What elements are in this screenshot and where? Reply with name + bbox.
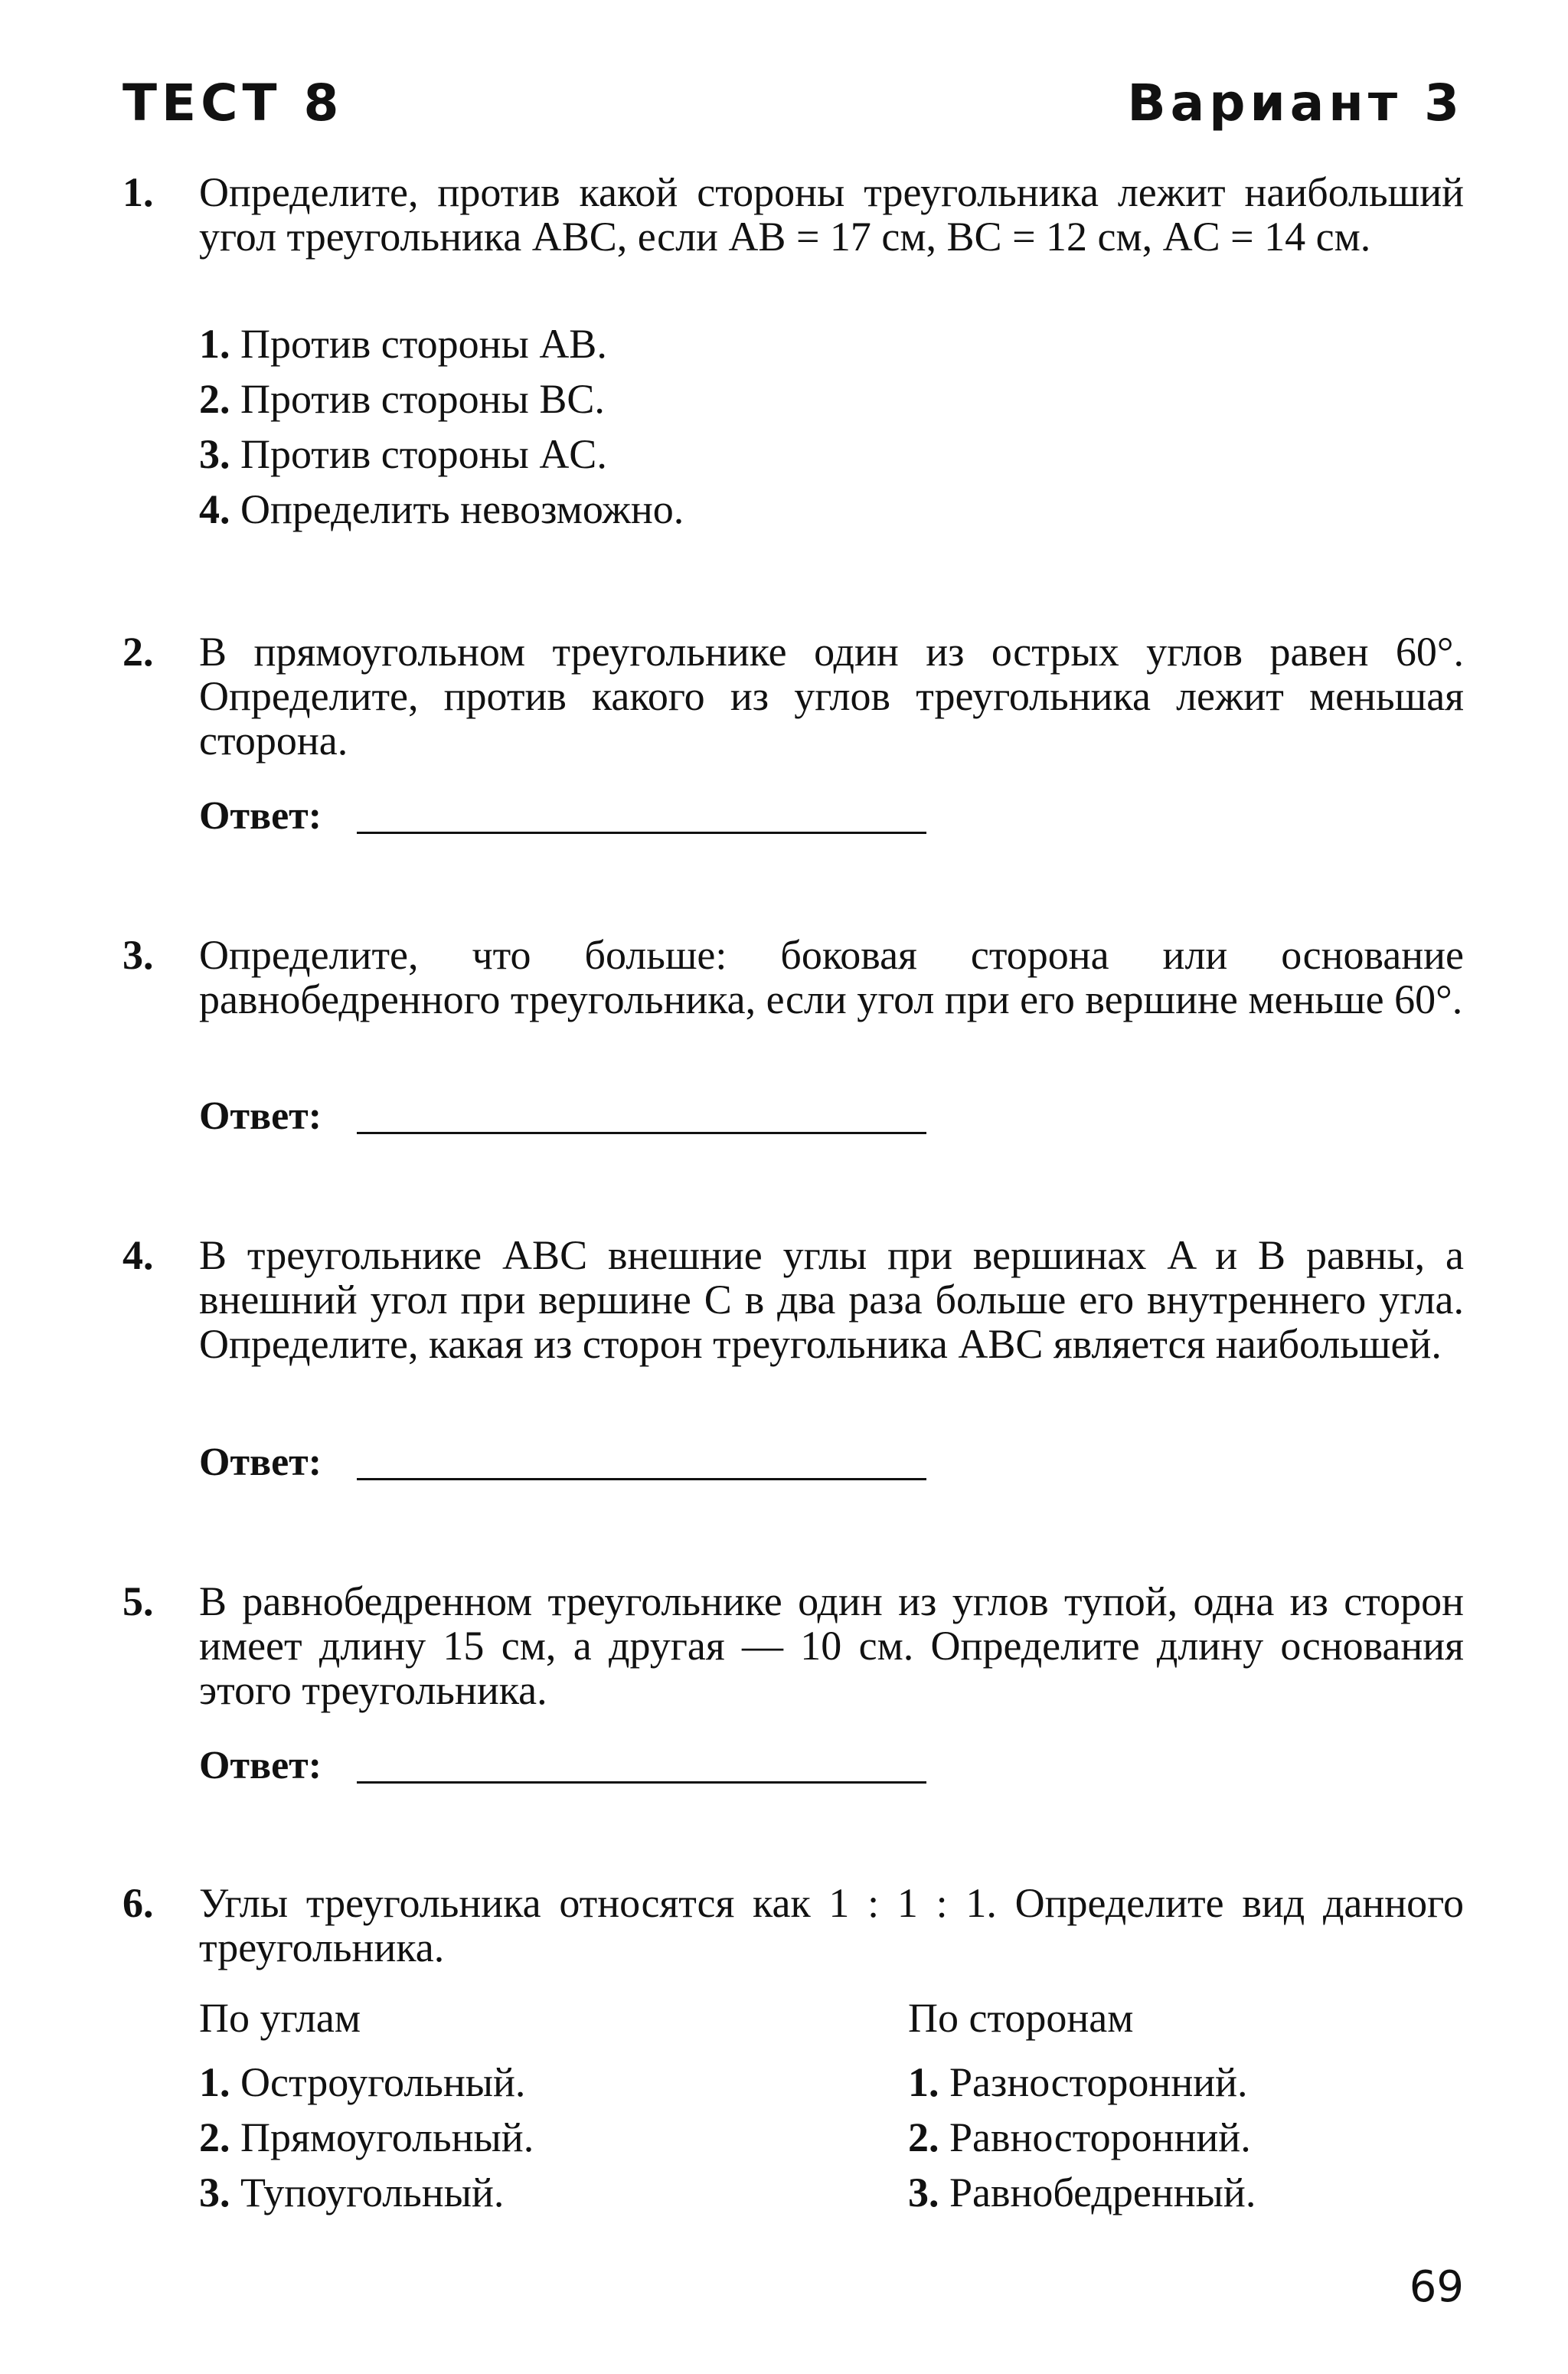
option-1[interactable] bbox=[199, 322, 684, 377]
question-2 bbox=[122, 629, 1464, 767]
option-3[interactable] bbox=[199, 432, 684, 487]
option-text: Против стороны AB. bbox=[240, 321, 607, 367]
answer-blank-line[interactable] bbox=[357, 1132, 926, 1134]
by-sides-title: По сторонам bbox=[908, 1995, 1134, 2041]
option-text: Прямоугольный. bbox=[240, 2114, 534, 2160]
option-text: Определить невозможно. bbox=[240, 486, 684, 532]
side-option-3[interactable] bbox=[908, 2170, 1256, 2225]
variant-label: Вариант 3 bbox=[1127, 74, 1464, 132]
question-1 bbox=[122, 170, 1464, 308]
test-label: ТЕСТ 8 bbox=[122, 74, 344, 132]
answer-blank-line[interactable] bbox=[357, 832, 926, 834]
question-2-answer bbox=[199, 793, 934, 839]
option-number: 2. bbox=[199, 2114, 230, 2160]
question-3 bbox=[122, 933, 1464, 1071]
question-text: Углы треугольника относятся как 1 : 1 : 1. Определите вид данного треугольника. bbox=[199, 1880, 1464, 1970]
option-text: Остроугольный. bbox=[240, 2059, 526, 2105]
question-text: Определите, против какой стороны треугольника лежит наибольший угол треугольника ABC, если AB = 17 см, BC = 12 см, AC = 14 см. bbox=[199, 169, 1464, 260]
angle-option-3[interactable] bbox=[199, 2170, 534, 2225]
question-text: В равнобедренном треугольнике один из углов тупой, одна из сторон имеет длину 15 см, а другая — 10 см. Определите длину основания этого треугольника. bbox=[199, 1578, 1464, 1713]
question-number: 6. bbox=[122, 1880, 154, 1926]
option-number: 2. bbox=[908, 2114, 939, 2160]
angle-option-1[interactable] bbox=[199, 2060, 534, 2115]
option-number: 3. bbox=[908, 2170, 939, 2215]
question-text: В треугольнике ABC внешние углы при вершинах A и B равны, а внешний угол при вершине C в два раза больше его внутреннего угла. Определите, какая из сторон треугольника ABC является наибольшей. bbox=[199, 1232, 1464, 1367]
answer-label: Ответ: bbox=[199, 794, 322, 838]
side-option-2[interactable] bbox=[908, 2115, 1256, 2170]
question-number: 5. bbox=[122, 1578, 154, 1624]
answer-label: Ответ: bbox=[199, 1440, 322, 1484]
answer-label: Ответ: bbox=[199, 1744, 322, 1787]
option-text: Разносторонний. bbox=[949, 2059, 1248, 2105]
by-angles-options bbox=[199, 2060, 534, 2225]
question-5-answer bbox=[199, 1743, 934, 1789]
question-text: Определите, что больше: боковая сторона или основание равнобедренного треугольника, если угол при его вершине меньше 60°. bbox=[199, 932, 1464, 1022]
option-number: 3. bbox=[199, 2170, 230, 2215]
option-text: Тупоугольный. bbox=[240, 2170, 505, 2215]
by-sides-options bbox=[908, 2060, 1256, 2225]
option-text: Равносторонний. bbox=[949, 2114, 1251, 2160]
option-4[interactable] bbox=[199, 487, 684, 542]
question-1-options bbox=[199, 322, 684, 542]
answer-label: Ответ: bbox=[199, 1094, 322, 1138]
option-number: 3. bbox=[199, 431, 230, 477]
question-number: 2. bbox=[122, 629, 154, 675]
question-number: 4. bbox=[122, 1232, 154, 1278]
option-number: 2. bbox=[199, 376, 230, 422]
angle-option-2[interactable] bbox=[199, 2115, 534, 2170]
question-6 bbox=[122, 1881, 1464, 1973]
page-header bbox=[0, 74, 1568, 135]
question-number: 1. bbox=[122, 169, 154, 215]
question-text: В прямоугольном треугольнике один из острых углов равен 60°. Определите, против какого из углов треугольника лежит меньшая сторона. bbox=[199, 629, 1464, 764]
side-option-1[interactable] bbox=[908, 2060, 1256, 2115]
question-5 bbox=[122, 1579, 1464, 1717]
by-angles-title: По углам bbox=[199, 1995, 361, 2041]
option-number: 1. bbox=[199, 321, 230, 367]
question-4-answer bbox=[199, 1440, 934, 1486]
option-number: 4. bbox=[199, 486, 230, 532]
option-number: 1. bbox=[908, 2059, 939, 2105]
page-number: 69 bbox=[1409, 2262, 1464, 2312]
question-4 bbox=[122, 1233, 1464, 1417]
question-number: 3. bbox=[122, 932, 154, 978]
option-text: Равнобедренный. bbox=[949, 2170, 1256, 2215]
option-2[interactable] bbox=[199, 377, 684, 432]
option-number: 1. bbox=[199, 2059, 230, 2105]
question-3-answer bbox=[199, 1094, 934, 1140]
answer-blank-line[interactable] bbox=[357, 1478, 926, 1480]
option-text: Против стороны AC. bbox=[240, 431, 607, 477]
option-text: Против стороны BC. bbox=[240, 376, 605, 422]
answer-blank-line[interactable] bbox=[357, 1781, 926, 1784]
